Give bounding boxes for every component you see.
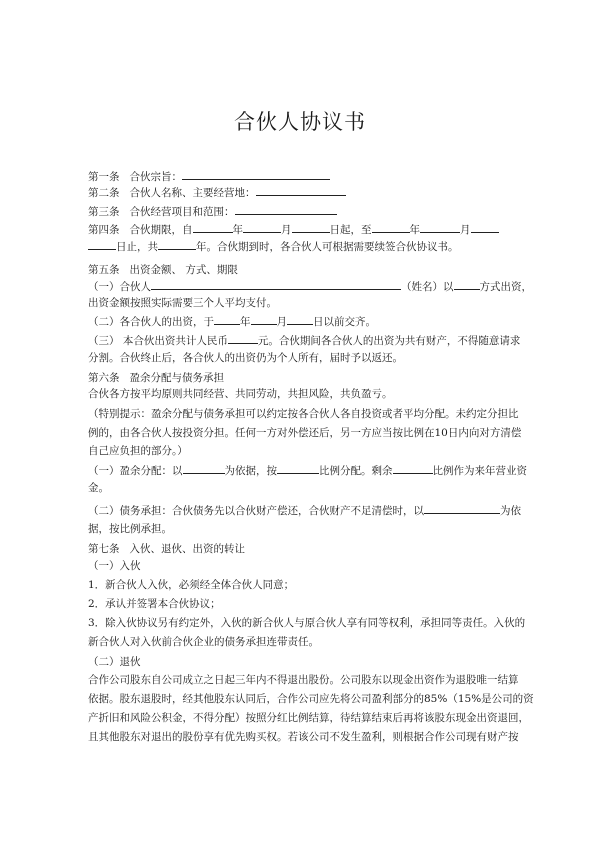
- article-6-para: 合伙各方按平均原则共同经营、共同劳动，共担风险，共负盈亏。: [88, 388, 393, 400]
- section-heading-join: （一）入伙: [88, 560, 141, 572]
- blank-field[interactable]: [158, 239, 196, 250]
- article-5-clause-3: （三） 本合伙出资共计人民币 元。合伙期间各合伙人的出资为共有财产，不得随意请求: [88, 335, 521, 347]
- article-5-clause-1-cont: 出资金额按照实际需要三个人平均支付。: [88, 297, 277, 309]
- article-label: 第四条: [88, 224, 120, 236]
- article-label: 第二条: [88, 187, 120, 199]
- article-label: 第一条: [88, 171, 120, 183]
- debt-bearing: （二）债务承担：合伙债务先以合伙财产偿还，合伙财产不足清偿时，以 为依: [88, 505, 521, 517]
- debt-bearing-cont: 据，按比例承担。: [88, 523, 172, 535]
- blank-field[interactable]: [420, 222, 460, 233]
- surplus-distribution-cont: 金。: [88, 482, 109, 494]
- article-5: [88, 263, 516, 277]
- article-text: 盈余分配与债务承担: [129, 372, 225, 384]
- blank-field[interactable]: [454, 279, 480, 290]
- blank-field[interactable]: [471, 222, 499, 233]
- blank-field[interactable]: [88, 239, 116, 250]
- article-text: 出资金额、 方式、期限: [129, 264, 238, 276]
- blank-field[interactable]: [287, 314, 313, 325]
- blank-field[interactable]: [228, 333, 258, 344]
- article-label: 第七条: [88, 543, 120, 555]
- blank-field[interactable]: [214, 314, 240, 325]
- blank-field[interactable]: [193, 222, 233, 233]
- section-heading-withdraw: （二）退伙: [88, 656, 141, 668]
- blank-field[interactable]: [292, 222, 330, 233]
- blank-field[interactable]: [235, 204, 337, 215]
- blank-field[interactable]: [251, 314, 277, 325]
- special-note-line-1: （特别提示：盈余分配与债务承担可以约定按各合伙人各自投资或者平均分配。未约定分担比: [88, 408, 519, 420]
- article-5-clause-2: （二）各合伙人的出资，于 年 月 日以前交齐。: [88, 316, 376, 328]
- article-text: 入伙、退伙、出资的转让: [129, 543, 246, 555]
- article-4-cont: 日止，共 年。合伙期到时，各合伙人可根据需要续签合伙协议书。: [88, 239, 516, 254]
- withdraw-line-4: 且其他股东对退出的股份享有优先购买权。若该公司不发生盈利，则根据合作公司现有财产按: [88, 731, 519, 743]
- blank-field[interactable]: [424, 503, 500, 514]
- article-5-clause-3-cont: 分割。合伙终止后，各合伙人的出资仍为个人所有，届时予以返还。: [88, 352, 403, 364]
- article-4: 第四条 合伙期限，自 年 月 日起，至 年 月: [88, 222, 516, 237]
- special-note-line-2: 例的，由各合伙人按投资分担。任何一方对外偿还后，另一方应当按比例在10日内向对方清偿: [88, 427, 522, 439]
- withdraw-line-1: 合作公司股东自公司成立之日起三年内不得退出股份。公司股东以现金出资作为退股唯一结算: [88, 674, 519, 686]
- article-text: 合伙经营项目和范围：: [129, 206, 235, 218]
- article-label: 第三条: [88, 206, 120, 218]
- article-7: [88, 542, 516, 556]
- article-label: 第六条: [88, 372, 120, 384]
- special-note-line-3: 自己应负担的部分。）: [88, 445, 188, 457]
- join-item-2: 2．承认并签署本合伙协议；: [88, 598, 221, 610]
- join-item-3-cont: 新合伙人对入伙前合伙企业的债务承担连带责任。: [88, 636, 319, 648]
- withdraw-line-3: 产折旧和风险公积金，不得分配）按照分红比例结算，待结算结束后再将该股东现金出资退回，: [88, 712, 529, 724]
- article-1: [88, 169, 516, 184]
- article-label: 第五条: [88, 264, 120, 276]
- article-2: [88, 185, 516, 200]
- article-6: [88, 371, 516, 385]
- join-item-3: 3．除入伙协议另有约定外，入伙的新合伙人与原合伙人享有同等权利，承担同等责任。入伙的: [88, 617, 526, 629]
- blank-field[interactable]: [183, 463, 225, 474]
- blank-field[interactable]: [182, 169, 330, 180]
- withdraw-line-2: 依据。股东退股时，经其他股东认同后，合作公司应先将公司盈利部分的85%（15%是公司的资: [88, 693, 534, 705]
- blank-field[interactable]: [393, 463, 433, 474]
- article-text: 合伙宗旨：: [129, 171, 183, 183]
- article-text: 合伙人名称、主要经营地：: [129, 187, 256, 199]
- document-title: 合伙人协议书: [234, 110, 366, 134]
- surplus-distribution: （一）盈余分配：以 为依据，按 比例分配。剩余 比例作为来年营业资: [88, 465, 527, 477]
- blank-field[interactable]: [256, 185, 346, 196]
- article-3: [88, 204, 516, 219]
- join-item-1: 1．新合伙人入伙，必须经全体合伙人同意；: [88, 579, 295, 591]
- blank-field[interactable]: [151, 279, 401, 290]
- blank-field[interactable]: [277, 463, 319, 474]
- article-5-clause-1: （一）合伙人 （姓名）以 方式出资，: [88, 281, 532, 293]
- blank-field[interactable]: [372, 222, 410, 233]
- blank-field[interactable]: [243, 222, 281, 233]
